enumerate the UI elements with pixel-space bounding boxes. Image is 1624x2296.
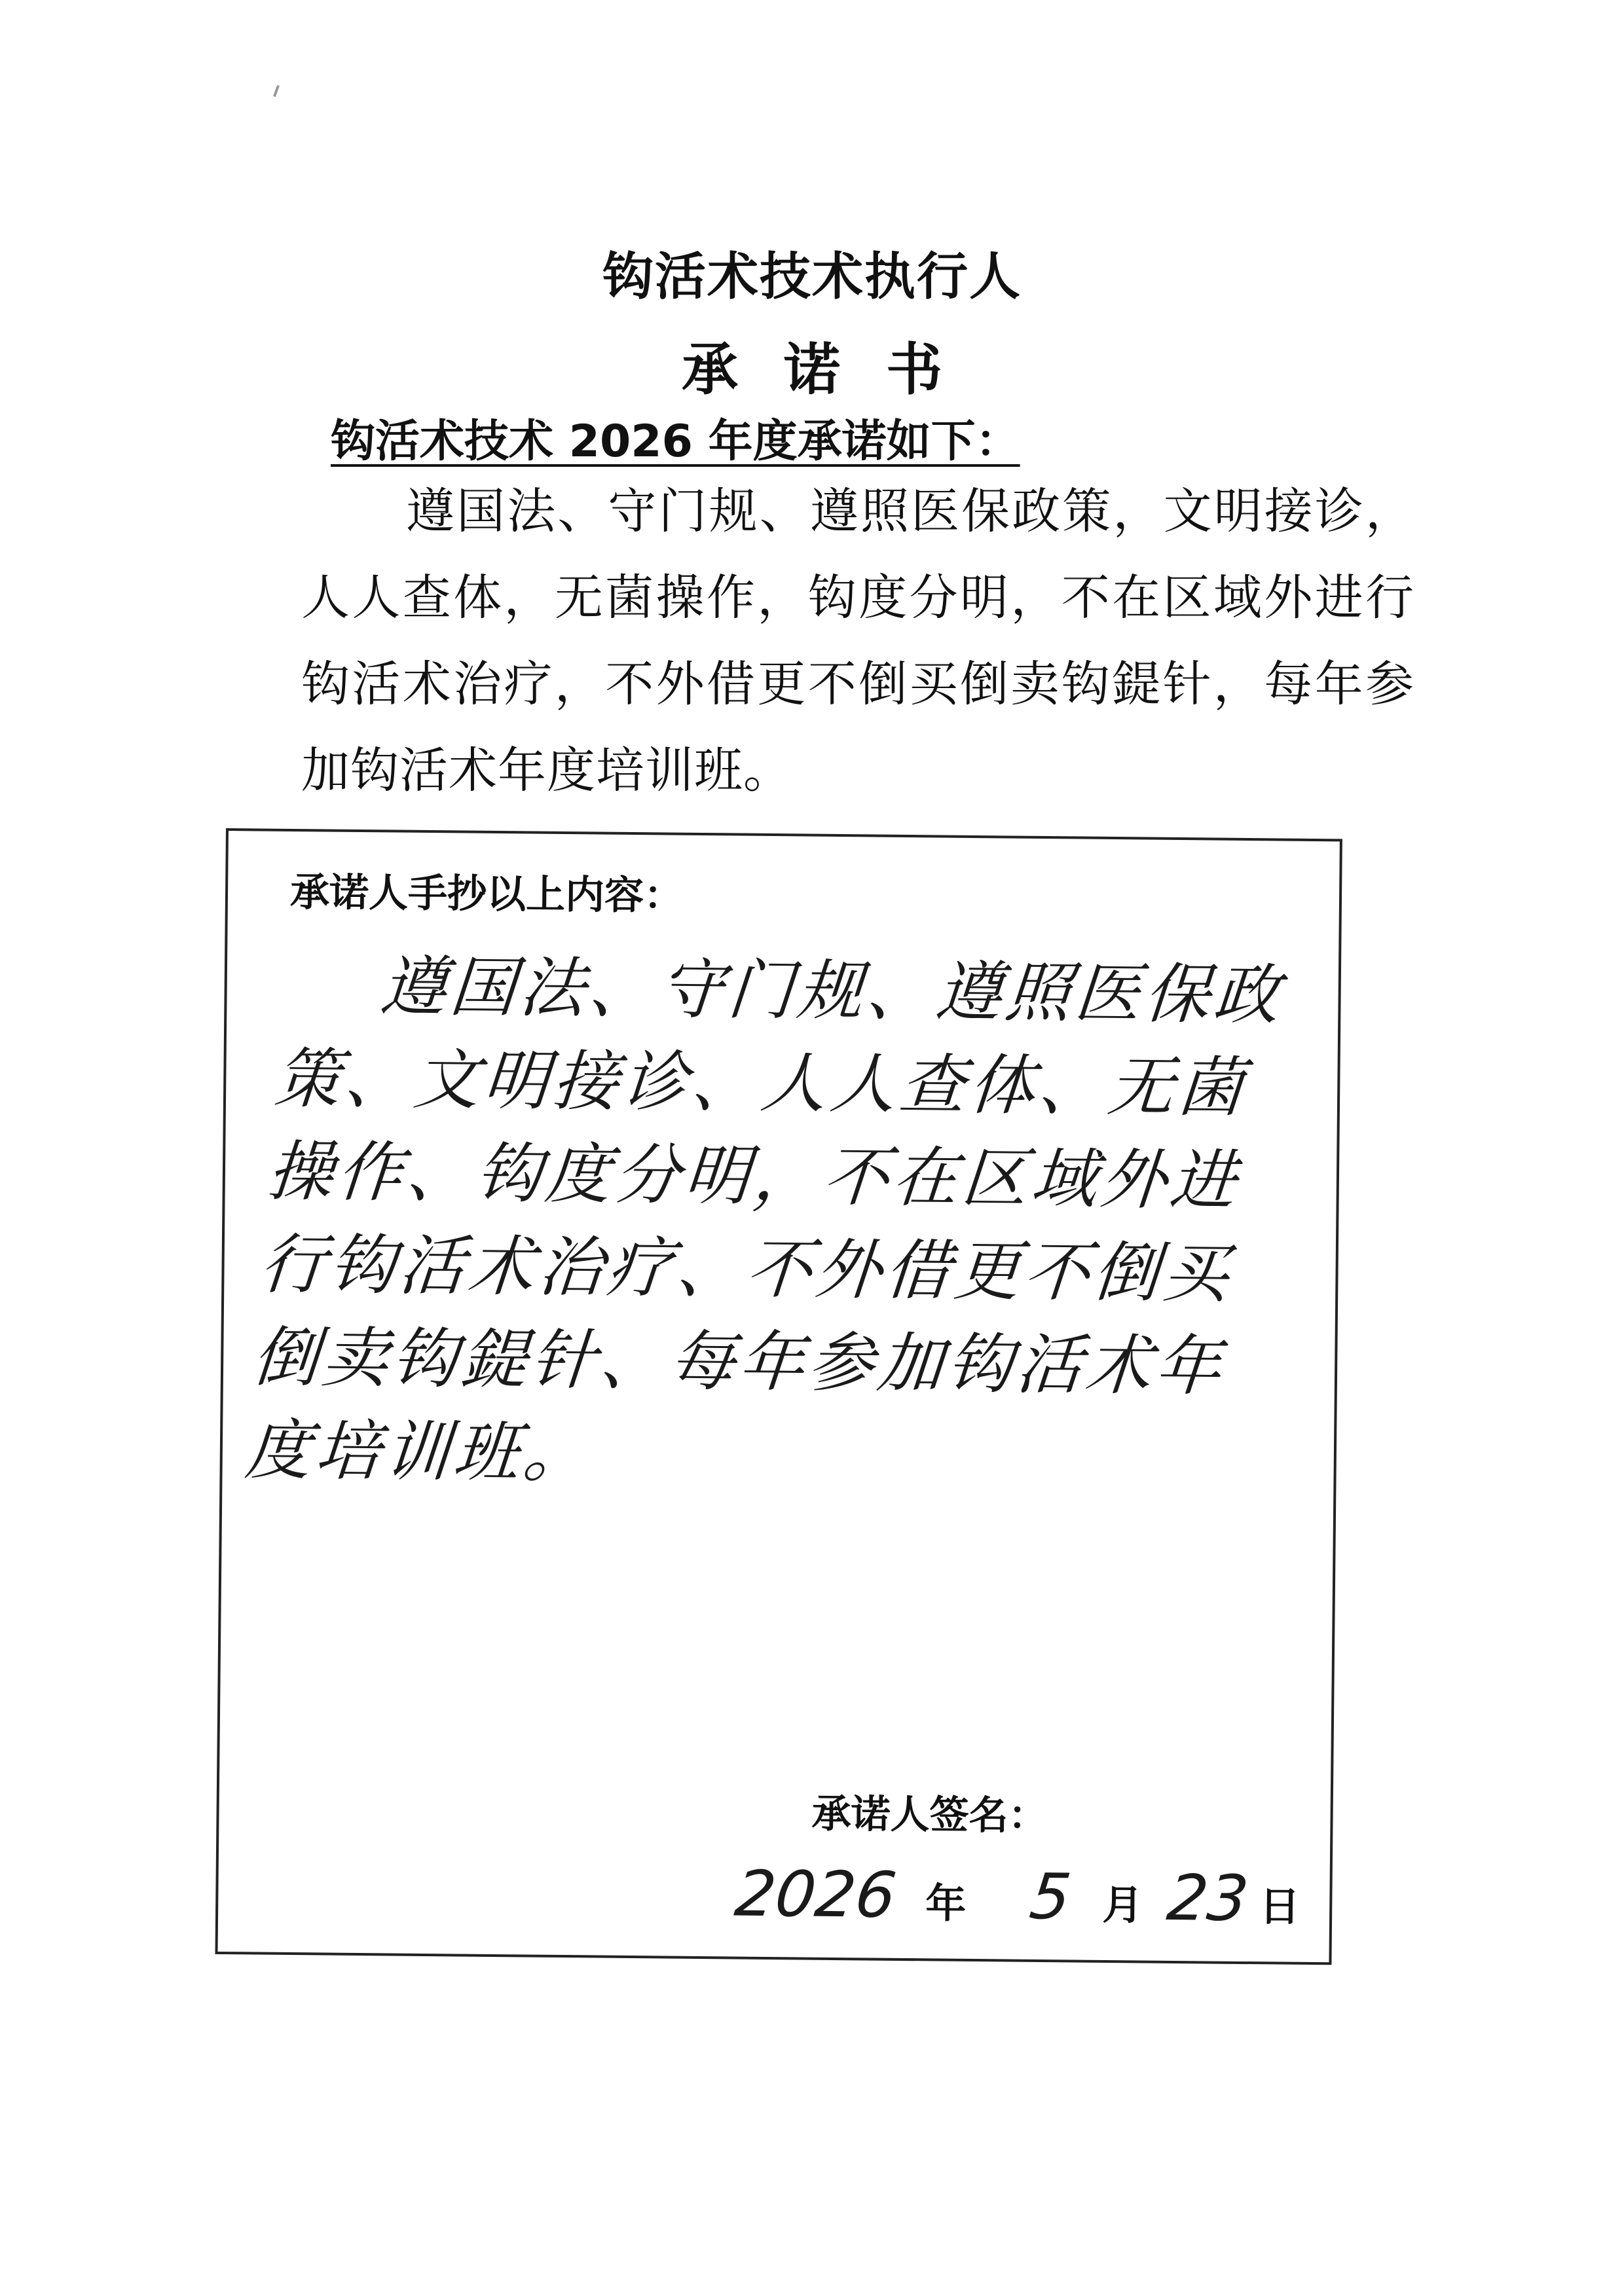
document-subtitle-heading: 承诺书 [682,337,988,403]
date-day-unit: 日 [1259,1882,1301,1931]
date-day: 23 [1163,1861,1252,1935]
date-year-unit: 年 [925,1879,967,1927]
handwritten-copy: 遵国法、守门规、遵照医保政策、文明接诊、人人查体、无菌操作、钩度分明，不在区域外进行钩活术治疗、不外借更不倒买倒卖钩鍉针、每年参加钩活术年度培训班。 [242,948,1287,1492]
handwritten-copy-box [215,828,1342,1965]
signature-label: 承诺人签名： [811,1791,1048,1840]
signature-date [731,1857,1325,1935]
date-month-unit: 月 [1101,1880,1143,1929]
document-title: 钩活术技术执行人 [602,247,1022,306]
date-year: 2026 [731,1857,900,1932]
date-month: 5 [1025,1859,1075,1934]
commitment-intro: 钩活术技术 2026 年度承诺如下： [331,416,1020,467]
copy-label: 承诺人手抄以上内容： [289,869,684,919]
commitment-body: 遵国法、守门规、遵照医保政策，文明接诊，人人查体，无菌操作，钩度分明，不在区域外进行钩活术治疗，不外借更不倒买倒卖钩鍉针，每年参加钩活术年度培训班。 [301,483,1414,799]
scan-speck [273,85,280,97]
